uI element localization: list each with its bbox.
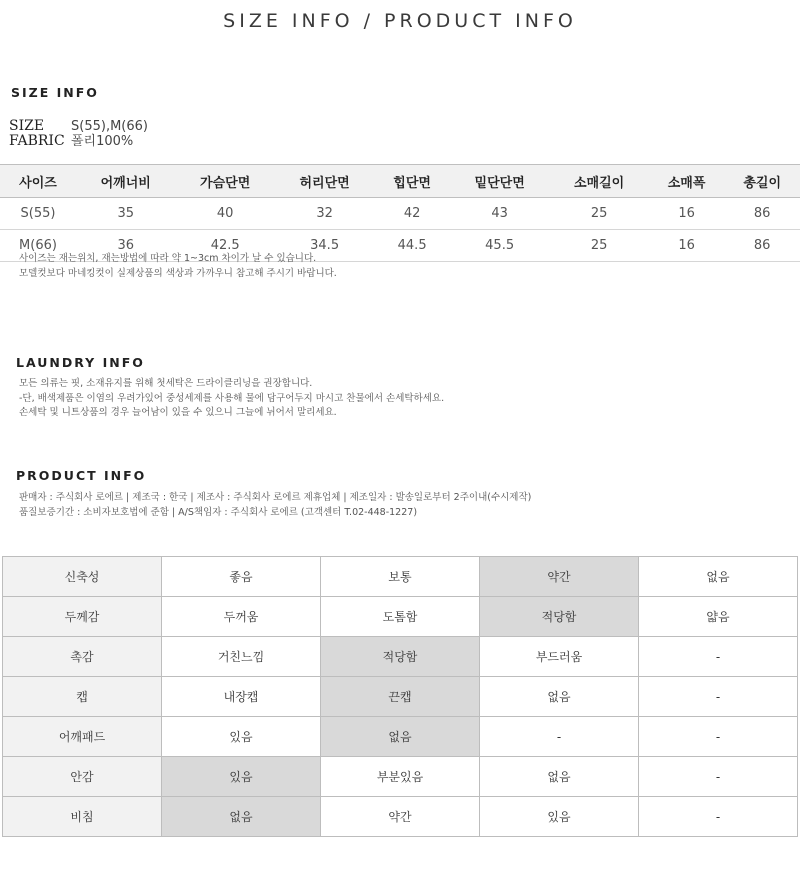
table-cell: 32 (275, 198, 374, 230)
size-info-heading: SIZE INFO (11, 85, 99, 100)
fabric-option: 얇음 (639, 597, 798, 637)
size-table-header (0, 165, 800, 198)
table-cell: 25 (549, 230, 648, 262)
fabric-option: - (639, 717, 798, 757)
fabric-option-selected: 없음 (162, 797, 321, 837)
table-cell: M(66) (0, 230, 76, 262)
column-header: 사이즈 (0, 165, 76, 198)
fabric-row (3, 797, 798, 837)
column-header: 소매길이 (549, 165, 648, 198)
table-cell: 42.5 (175, 230, 274, 262)
fabric-option-selected: 있음 (162, 757, 321, 797)
fabric-option: 좋음 (162, 557, 321, 597)
laundry-line: 손세탁 및 니트상품의 경우 늘어남이 있을 수 있으니 그늘에 뉘어서 말리세요. (19, 407, 337, 418)
fabric-row-label: 어깨패드 (3, 717, 162, 757)
fabric-option: - (639, 637, 798, 677)
column-header: 밑단단면 (450, 165, 549, 198)
table-cell: 45.5 (450, 230, 549, 262)
fabric-option: 있음 (162, 717, 321, 757)
column-header: 허리단면 (275, 165, 374, 198)
table-cell: 36 (76, 230, 175, 262)
fabric-option: 보통 (321, 557, 480, 597)
fabric-option: 두꺼움 (162, 597, 321, 637)
table-cell: 86 (724, 230, 800, 262)
fabric-row (3, 637, 798, 677)
fabric-row-label: 두께감 (3, 597, 162, 637)
fabric-option: 내장캡 (162, 677, 321, 717)
fabric-option: 부드러움 (480, 637, 639, 677)
column-header: 힙단면 (374, 165, 450, 198)
fabric-row-label: 캡 (3, 677, 162, 717)
size-value: S(55),M(66) (71, 119, 148, 134)
fabric-option-selected: 끈캡 (321, 677, 480, 717)
laundry-line: -단, 배색제품은 이염의 우려가있어 중성세제를 사용해 물에 담구어두지 마시고 찬물에서 손세탁하세요. (19, 392, 445, 404)
size-table (0, 164, 800, 262)
fabric-option-selected: 없음 (321, 717, 480, 757)
product-text (19, 491, 531, 520)
fabric-row-label: 안감 (3, 757, 162, 797)
product-info-heading: PRODUCT INFO (16, 468, 147, 483)
column-header: 가슴단면 (175, 165, 274, 198)
table-cell: 35 (76, 198, 175, 230)
fabric-option: - (639, 677, 798, 717)
fabric-property-table (2, 556, 798, 837)
laundry-line: 모든 의류는 핏, 소재유지를 위해 첫세탁은 드라이클리닝을 권장합니다. (19, 378, 313, 389)
fabric-option: 없음 (480, 677, 639, 717)
fabric-option: - (639, 757, 798, 797)
fabric-option: 약간 (321, 797, 480, 837)
fabric-row (3, 717, 798, 757)
fabric-value: 폴리100% (71, 134, 134, 149)
table-cell: 44.5 (374, 230, 450, 262)
fabric-option: 도톰함 (321, 597, 480, 637)
fabric-option: 없음 (480, 757, 639, 797)
fabric-option: 있음 (480, 797, 639, 837)
table-cell: 40 (175, 198, 274, 230)
table-cell: 43 (450, 198, 549, 230)
fabric-row (3, 757, 798, 797)
table-cell: 16 (649, 230, 725, 262)
fabric-row-label: 신축성 (3, 557, 162, 597)
fabric-option-selected: 적당함 (321, 637, 480, 677)
fabric-row (3, 677, 798, 717)
fabric-option: - (639, 797, 798, 837)
fabric-row-label: 비침 (3, 797, 162, 837)
fabric-row (3, 597, 798, 637)
table-cell: 42 (374, 198, 450, 230)
fabric-option-selected: 약간 (480, 557, 639, 597)
fabric-option: - (480, 717, 639, 757)
fabric-row-label: 촉감 (3, 637, 162, 677)
size-spec (9, 119, 148, 149)
fabric-option: 부분있음 (321, 757, 480, 797)
fabric-option-selected: 적당함 (480, 597, 639, 637)
laundry-info-heading: LAUNDRY INFO (16, 355, 145, 370)
table-cell: 34.5 (275, 230, 374, 262)
size-notes (19, 252, 337, 281)
table-row (0, 198, 800, 230)
table-cell: S(55) (0, 198, 76, 230)
fabric-row (3, 557, 798, 597)
product-line: 품질보증기간 : 소비자보호법에 준함 | A/S책임자 : 주식회사 로에르 (고객센터 T.02-448-1227) (19, 506, 418, 518)
fabric-label: FABRIC (9, 133, 65, 149)
table-cell: 25 (549, 198, 648, 230)
product-line: 판매자 : 주식회사 로에르 | 제조국 : 한국 | 제조사 : 주식회사 로에르 제휴업체 | 제조일자 : 발송일로부터 2주이내(수시제작) (19, 492, 532, 503)
table-cell: 16 (649, 198, 725, 230)
laundry-text (19, 377, 444, 421)
column-header: 총길이 (724, 165, 800, 198)
size-note: 사이즈는 재는위치, 재는방법에 따라 약 1~3cm 차이가 날 수 있습니다. (19, 253, 317, 264)
column-header: 어깨너비 (76, 165, 175, 198)
fabric-option: 거친느낌 (162, 637, 321, 677)
size-label: SIZE (9, 118, 45, 134)
size-note: 모델컷보다 마네킹컷이 실제상품의 색상과 가까우니 참고해 주시기 바랍니다. (19, 267, 337, 279)
fabric-option: 없음 (639, 557, 798, 597)
page-title: SIZE INFO / PRODUCT INFO (223, 10, 577, 32)
table-cell: 86 (724, 198, 800, 230)
column-header: 소매폭 (649, 165, 725, 198)
